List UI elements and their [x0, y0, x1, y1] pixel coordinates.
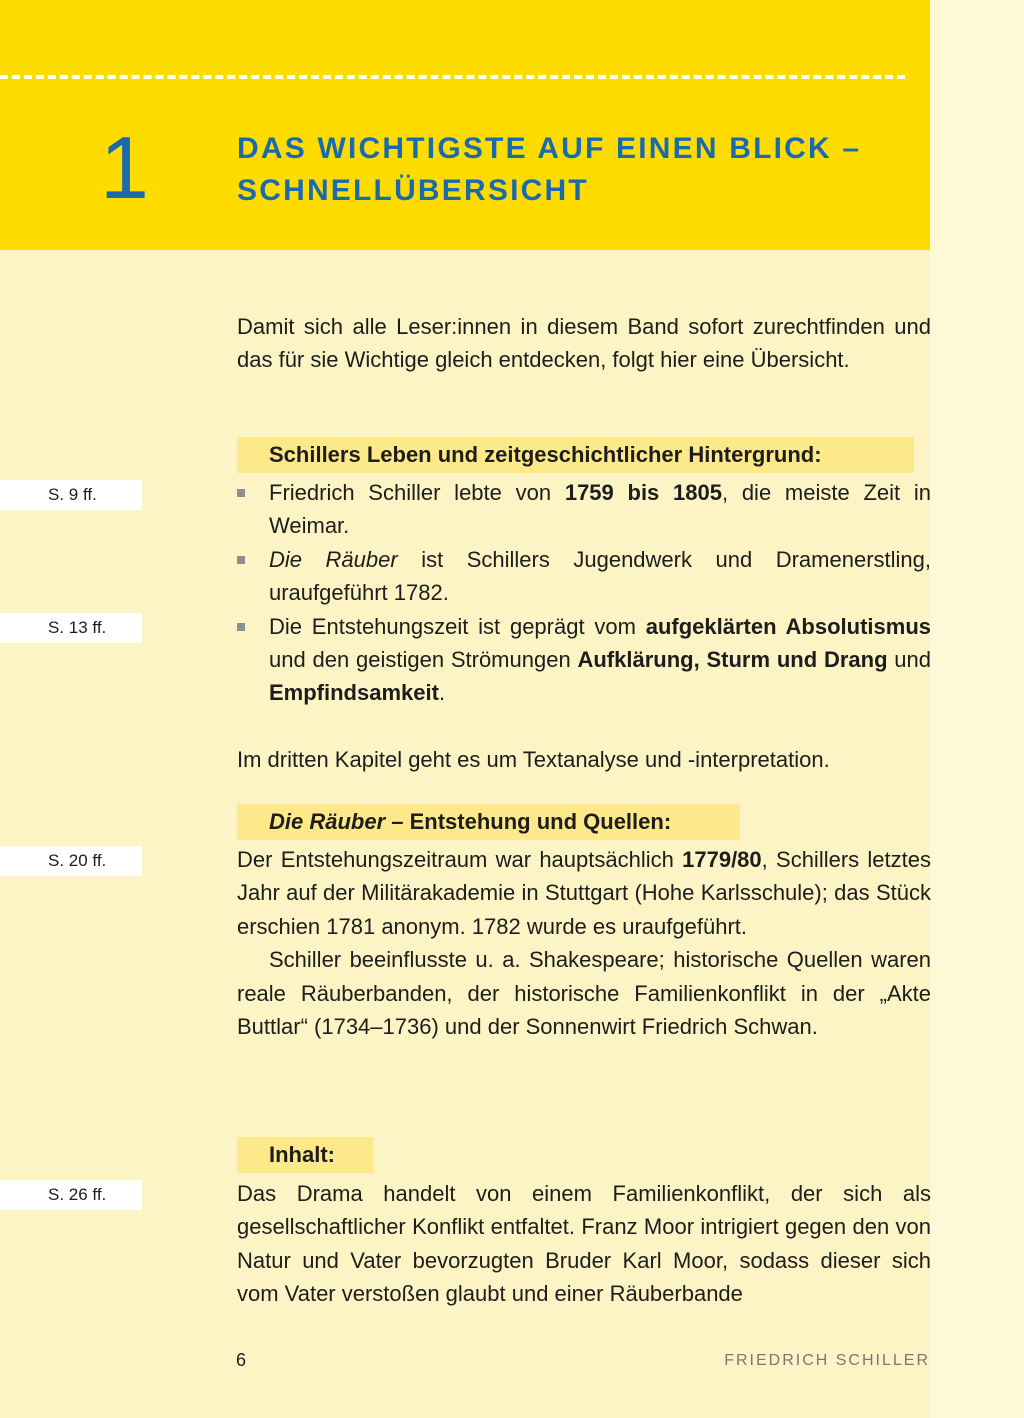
margin-page-ref: S. 13 ff. [0, 613, 142, 643]
origin-text [237, 843, 931, 1043]
chapter-header [0, 0, 930, 250]
chapter-title-line2: SCHNELLÜBERSICHT [237, 174, 589, 207]
margin-page-ref: S. 20 ff. [0, 846, 142, 876]
chapter-number: 1 [100, 118, 149, 217]
bullet-item: Die Räuber ist Schillers Jugendwerk und Dramenerstling, uraufgeführt 1782. [237, 543, 931, 610]
section-heading-origin: Die Räuber – Entstehung und Quellen: [237, 804, 740, 840]
page-number: 6 [236, 1350, 247, 1370]
origin-paragraph-1: Der Entstehungszeitraum war hauptsächlich 1779/80, Schillers letztes Jahr auf der Militärakademie in Stuttgart (Hohe Karlsschule); das Stück erschien 1781 anonym. 1782 wurde es uraufgeführt. [237, 847, 931, 939]
content-paragraph: Das Drama handelt von einem Familienkonflikt, der sich als gesellschaftlicher Konflikt entfaltet. Franz Moor intrigiert gegen den von Natur und Vater bevorzugten Bruder Karl Moor, sodass dieser sich vom Vater verstoßen glaubt und einer Räuberbande [237, 1181, 931, 1307]
bullet-item: Die Entstehungszeit ist geprägt vom aufgeklärten Absolutismus und den geistigen Strömungen Aufklärung, Sturm und Drang und Empfindsamkeit. [237, 610, 931, 710]
bullet-item: Friedrich Schiller lebte von 1759 bis 1805, die meiste Zeit in Weimar. [237, 476, 931, 543]
running-footer-author: FRIEDRICH SCHILLER [724, 1352, 930, 1369]
right-margin-strip [930, 0, 1024, 1418]
section-heading-content: Inhalt: [237, 1137, 373, 1173]
intro-paragraph: Damit sich alle Leser:innen in diesem Band sofort zurechtfinden und das für sie Wichtige gleich entdecken, folgt hier eine Übersicht. [237, 314, 931, 373]
margin-page-ref: S. 26 ff. [0, 1180, 142, 1210]
chapter-title [237, 128, 917, 212]
section-heading-life: Schillers Leben und zeitgeschichtlicher Hintergrund: [237, 437, 914, 473]
origin-paragraph-2: Schiller beeinflusste u. a. Shakespeare; historische Quellen waren reale Räuberbanden, der historische Familienkonflikt in der „Akte Buttlar“ (1734–1736) und der Sonnenwirt Friedrich Schwan. [237, 947, 931, 1040]
life-bullet-list [237, 476, 931, 710]
margin-page-ref: S. 9 ff. [0, 480, 142, 510]
chapter3-note: Im dritten Kapitel geht es um Textanalyse und -interpretation. [237, 747, 830, 772]
dashed-divider [0, 75, 905, 79]
chapter-title-line1: DAS WICHTIGSTE AUF EINEN BLICK – [237, 132, 862, 165]
